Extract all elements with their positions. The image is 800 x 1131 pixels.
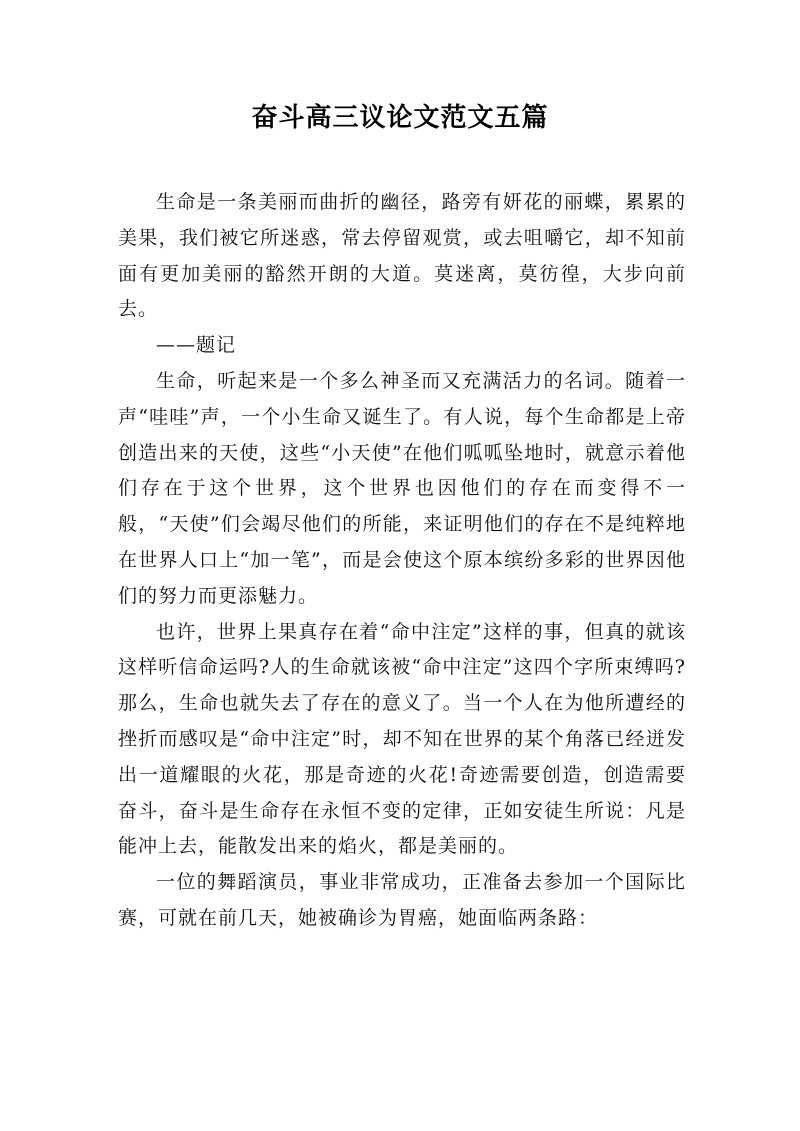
document-title: 奋斗高三议论文范文五篇	[251, 103, 549, 133]
document-body	[118, 185, 686, 937]
paragraph-1: 生命是一条美丽而曲折的幽径，路旁有妍花的丽蝶，累累的美果，我们被它所迷惑，常去停留观赏，或去咀嚼它，却不知前面有更加美丽的豁然开朗的大道。莫迷离，莫彷徨，大步向前去。	[118, 191, 686, 321]
paragraph-3: 也许，世界上果真存在着“命中注定”这样的事，但真的就该这样听信命运吗?人的生命就该被“命中注定”这四个字所束缚吗?那么，生命也就失去了存在的意义了。当一个人在为他所遭经的挫折而感叹是“命中注定”时，却不知在世界的某个角落已经迸发出一道耀眼的火花，那是奇迹的火花!奇迹需要创造，创造需要奋斗，奋斗是生命存在永恒不变的定律，正如安徒生所说：凡是能冲上去，能散发出来的焰火，都是美丽的。	[118, 620, 686, 858]
paragraph-4: 一位的舞蹈演员，事业非常成功，正准备去参加一个国际比赛，可就在前几天，她被确诊为胃癌，她面临两条路：	[118, 871, 686, 929]
paragraph-2: 生命，听起来是一个多么神圣而又充满活力的名词。随着一声“哇哇”声，一个小生命又诞生了。有人说，每个生命都是上帝创造出来的天使，这些“小天使”在他们呱呱坠地时，就意示着他们存在于这个世界，这个世界也因他们的存在而变得不一般，“天使”们会竭尽他们的所能，来证明他们的存在不是纯粹地在世界人口上“加一笔”，而是会使这个原本缤纷多彩的世界因他们的努力而更添魅力。	[118, 369, 686, 607]
epigraph-attribution: ——题记	[156, 334, 237, 357]
